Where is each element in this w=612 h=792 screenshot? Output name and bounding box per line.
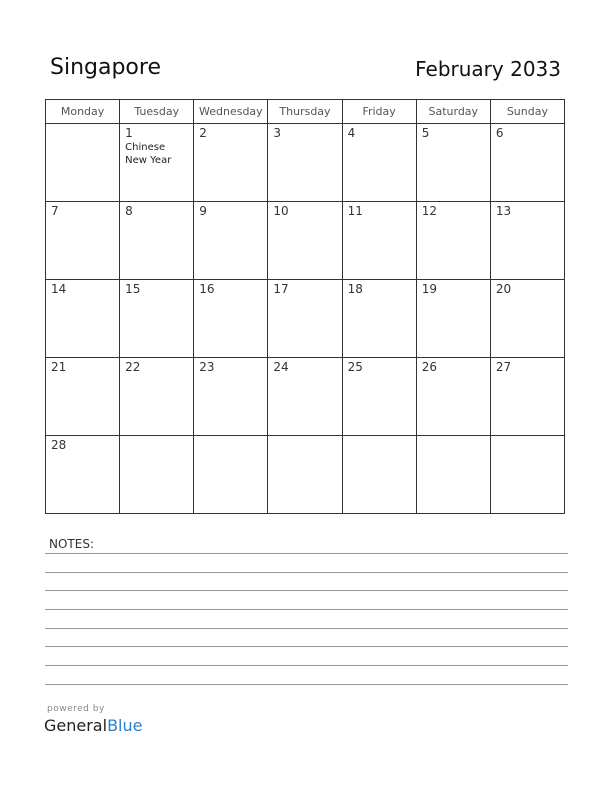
weekday-header: Saturday	[416, 100, 490, 124]
day-number: 3	[273, 126, 282, 140]
day-number: 16	[199, 282, 215, 296]
note-line	[45, 646, 568, 647]
calendar-week-row	[46, 436, 565, 514]
calendar-day-cell[interactable]	[490, 280, 564, 358]
calendar-week-row	[46, 124, 565, 202]
day-number: 10	[273, 204, 289, 218]
calendar-day-cell[interactable]	[268, 358, 342, 436]
generalblue-logo[interactable]	[44, 716, 142, 735]
calendar-grid	[45, 99, 565, 514]
weekday-header: Wednesday	[194, 100, 268, 124]
day-number: 5	[421, 126, 430, 140]
day-number: 22	[125, 360, 141, 374]
calendar-day-cell[interactable]	[490, 436, 564, 514]
calendar-day-cell[interactable]	[120, 124, 194, 202]
day-number: 4	[347, 126, 356, 140]
calendar-day-cell[interactable]	[46, 202, 120, 280]
brand-part-blue: Blue	[107, 716, 143, 735]
note-line	[45, 572, 568, 573]
day-number: 20	[495, 282, 512, 296]
day-number: 18	[347, 282, 363, 296]
notes-label: NOTES:	[49, 537, 94, 551]
calendar-day-cell[interactable]	[120, 436, 194, 514]
calendar-day-cell[interactable]	[342, 358, 416, 436]
powered-by-text: powered by	[47, 704, 105, 714]
weekday-header: Tuesday	[120, 100, 194, 124]
day-number: 2	[199, 126, 207, 140]
calendar-day-cell[interactable]	[490, 202, 564, 280]
calendar-day-cell[interactable]	[268, 280, 342, 358]
calendar-day-cell[interactable]	[268, 124, 342, 202]
calendar-day-cell[interactable]	[342, 124, 416, 202]
calendar-day-cell[interactable]	[416, 280, 490, 358]
calendar-day-cell[interactable]	[194, 202, 268, 280]
calendar-week-row	[46, 358, 565, 436]
weekday-header: Friday	[342, 100, 416, 124]
day-number: 27	[495, 360, 512, 374]
calendar-day-cell[interactable]	[490, 124, 564, 202]
day-number: 13	[495, 204, 512, 218]
weekday-header: Monday	[46, 100, 120, 124]
day-number: 8	[125, 204, 133, 218]
calendar-day-cell[interactable]	[416, 124, 490, 202]
day-number	[417, 436, 490, 439]
day-number: 24	[273, 360, 289, 374]
note-line	[45, 553, 568, 554]
day-number: 17	[273, 282, 289, 296]
calendar-day-cell[interactable]	[46, 436, 120, 514]
calendar-day-cell[interactable]	[46, 358, 120, 436]
calendar-week-row	[46, 280, 565, 358]
weekday-header-row	[46, 100, 565, 124]
weekday-header: Thursday	[268, 100, 342, 124]
day-number: 6	[495, 126, 504, 140]
calendar-day-cell[interactable]	[416, 202, 490, 280]
day-number	[194, 436, 267, 439]
calendar-day-cell[interactable]	[490, 358, 564, 436]
day-number	[491, 436, 564, 439]
brand-part-general: General	[44, 716, 108, 735]
calendar-day-cell[interactable]	[194, 358, 268, 436]
day-number: 23	[199, 360, 215, 374]
note-line	[45, 609, 568, 610]
month-year-title: February 2033	[415, 57, 561, 81]
day-number: 1	[125, 126, 133, 140]
day-number: 28	[51, 438, 67, 452]
calendar-day-cell[interactable]	[416, 436, 490, 514]
note-line	[45, 665, 568, 666]
calendar-day-cell[interactable]	[46, 280, 120, 358]
day-number	[268, 436, 341, 439]
calendar-day-cell[interactable]	[120, 358, 194, 436]
day-number	[343, 436, 416, 439]
note-line	[45, 628, 568, 629]
note-line	[45, 684, 568, 685]
day-number: 9	[199, 204, 207, 218]
day-number: 19	[421, 282, 437, 296]
weekday-header: Sunday	[490, 100, 564, 124]
calendar-day-cell[interactable]	[268, 436, 342, 514]
day-number: 21	[51, 360, 67, 374]
day-number	[46, 124, 119, 127]
calendar-day-cell[interactable]	[194, 280, 268, 358]
day-number: 12	[421, 204, 437, 218]
calendar-day-cell[interactable]	[342, 280, 416, 358]
day-number: 14	[51, 282, 67, 296]
calendar-day-cell[interactable]	[120, 202, 194, 280]
calendar-day-cell[interactable]	[194, 124, 268, 202]
day-number: 26	[421, 360, 437, 374]
note-line	[45, 590, 568, 591]
calendar-day-cell[interactable]	[120, 280, 194, 358]
calendar-week-row	[46, 202, 565, 280]
day-number	[120, 436, 193, 439]
calendar-day-cell[interactable]	[194, 436, 268, 514]
calendar-day-cell[interactable]	[342, 436, 416, 514]
country-title: Singapore	[50, 55, 161, 80]
day-number: 25	[347, 360, 363, 374]
calendar-day-cell[interactable]	[342, 202, 416, 280]
calendar-day-cell[interactable]	[268, 202, 342, 280]
holiday-label: Chinese New Year	[125, 142, 172, 166]
day-number: 11	[347, 204, 363, 218]
calendar-day-cell[interactable]	[416, 358, 490, 436]
calendar-day-cell[interactable]	[46, 124, 120, 202]
day-number: 15	[125, 282, 141, 296]
day-number: 7	[51, 204, 59, 218]
